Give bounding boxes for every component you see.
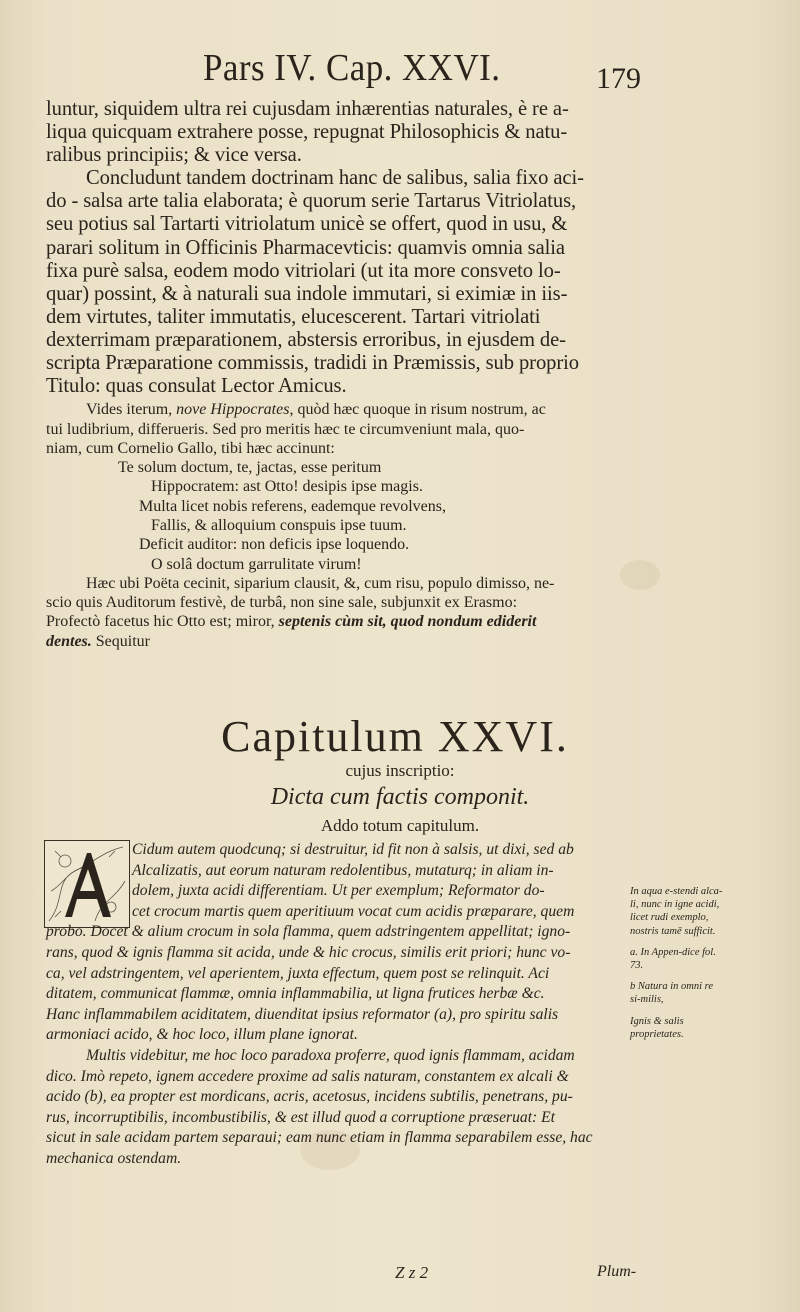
text-line: do - salsa arte talia elaborata; è quorum serie Tartarus Vitriolatus, <box>46 190 577 213</box>
text-line: luntur, siquidem ultra rei cujusdam inhærentias naturales, è re a- <box>46 98 569 120</box>
text-line: seu potius sal Tartarti vitriolatum unicè se offert, quod in usu, & <box>46 213 568 236</box>
margin-note: a. In Appen-dice fol. 73. <box>630 946 716 972</box>
margin-notes <box>630 885 726 1049</box>
italic-fragment: dentes. <box>46 632 92 650</box>
text-fragment: Profectò facetus hic Otto est; miror, <box>46 613 275 631</box>
text-line: Concludunt tandem doctrinam hanc de salibus, salia fixo aci- <box>86 167 584 190</box>
main-text <box>46 98 674 651</box>
chapter-heading <box>0 711 800 762</box>
page-number: 179 <box>596 62 641 95</box>
italic-fragment: septenis cùm sit, quod nondum ediderit <box>278 613 537 631</box>
text-line: dexterrimam præparationem, abstersis erroribus, in ejusdem de- <box>46 328 566 351</box>
text-line: acido (b), ea propter est mordicans, acris, acetosus, incidens subtilis, penetrans, pu- <box>46 1088 573 1106</box>
verse-line: Deficit auditor: non deficis ipse loquendo. <box>139 536 410 554</box>
margin-note: Ignis & salis proprietates. <box>630 1015 684 1040</box>
text-line: cet crocum martis quem aperitiuum vocat cum acidis præparare, quem <box>132 902 575 920</box>
margin-note: b Natura in omni re si-milis, <box>630 981 714 1006</box>
italic-text-block <box>46 840 618 1170</box>
text-line: probo. Docet & alium crocum in sola flamma, quem adstringentem appellitat; igno- <box>46 923 571 941</box>
text-line: Hæc ubi Poëta cecinit, siparium clausit, &, cum risu, populo dimisso, ne- <box>86 574 555 592</box>
text-fragment: Sequitur <box>95 632 150 650</box>
text-line: dico. Imò repeto, ignem accedere proxime ad salis naturam, constantem ex alcali & <box>46 1067 569 1085</box>
text-line <box>46 612 674 631</box>
text-line: Titulo: quas consulat Lector Amicus. <box>46 375 347 398</box>
text-fragment: Vides iterum, <box>86 401 173 419</box>
text-line: fixa purè salsa, eodem modo vitriolari (ut ita more consveto lo- <box>46 259 561 282</box>
chapter-addendum: Addo totum capitulum. <box>320 816 480 835</box>
text-line: dolem, juxta acidi differentiam. Ut per exemplum; Reformator do- <box>132 882 545 900</box>
margin-note: In aqua e-stendi alca-li, nunc in igne acidi, licet rudi exemplo, nostris tamē sufficit. <box>630 886 723 937</box>
text-line: rans, quod & ignis flamma sit acida, unde & hic crocus, similis erit priori; hunc vo- <box>46 943 571 961</box>
text-line: Hanc inflammabilem aciditatem, diuenditat ipsius reformator (a), pro spiritu salis <box>46 1005 559 1023</box>
text-line: quar) possint, & à naturali sua indole immutari, si eximiæ in iis- <box>46 282 568 305</box>
text-line: ralibus principiis; & vice versa. <box>46 144 302 167</box>
verse-line: Multa licet nobis referens, eademque revolvens, <box>139 497 446 515</box>
text-line: scripta Præparatione commissis, tradidi in Præmissis, sub proprio <box>46 352 579 375</box>
text-line: liqua quicquam extrahere posse, repugnat Philosophicis & natu- <box>46 121 568 144</box>
paragraph-2 <box>46 167 674 398</box>
text-line: sicut in sale acidam partem separaui; eam nunc etiam in flamma separabilem esse, hac <box>46 1129 593 1147</box>
verse-line: O solâ doctum garrulitate virum! <box>151 555 362 573</box>
text-line: Cidum autem quodcunq; si destruitur, id fit non à salsis, ut dixi, sed ab <box>132 841 574 858</box>
text-line: ca, vel adstringentem, vel aperientem, juxta effectum, quem post se relinquit. Aci <box>46 964 550 982</box>
chapter-title: Capitulum XXVI. <box>221 712 569 761</box>
text-line: niam, cum Cornelio Gallo, tibi hæc accinunt: <box>46 439 335 457</box>
verse-line: Hippocratem: ast Otto! desipis ipse magis. <box>151 478 423 496</box>
paragraph-4 <box>46 574 674 651</box>
text-line: Alcalizatis, aut eorum naturam redolentibus, mutaturq; in aliam in- <box>132 861 554 879</box>
paragraph-1 <box>46 98 674 167</box>
text-line: parari solitum in Officinis Pharmacevticis: quamvis omnia salia <box>46 236 565 259</box>
chapter-subtitle: cujus inscriptio: <box>345 761 455 780</box>
text-fragment: , quòd hæc quoque in risum nostrum, ac <box>289 401 546 419</box>
text-line: rus, incorruptibilis, incombustibilis, & est illud quod a corruptione præseruat: Et <box>46 1108 555 1126</box>
verse-line: Te solum doctum, te, jactas, esse peritum <box>118 459 382 477</box>
catchword: Plum- <box>597 1263 637 1280</box>
paragraph-3 <box>46 400 674 458</box>
verse-line: Fallis, & alloquium conspuis ipse tuum. <box>151 517 407 534</box>
text-line: mechanica ostendam. <box>46 1149 182 1167</box>
italic-fragment: nove Hippocrates <box>176 401 290 419</box>
text-line: Multis videbitur, me hoc loco paradoxa proferre, quod ignis flammam, acidam <box>86 1046 575 1064</box>
signature-mark: Z z 2 <box>395 1263 429 1282</box>
text-line: tui ludibrium, differueris. Sed pro meritis hæc te circumveniunt mala, quo- <box>46 420 525 438</box>
running-title: Pars IV. Cap. XXVI. <box>203 47 501 89</box>
text-line: armoniaci acido, & hoc loco, illum plane ignorat. <box>46 1026 358 1044</box>
chapter-motto: Dicta cum factis componit. <box>270 784 530 810</box>
text-line <box>46 632 674 651</box>
running-header <box>0 46 800 96</box>
verse <box>46 458 674 574</box>
text-line: dem virtutes, taliter immutatis, elucescerent. Tartari vitriolati <box>46 305 541 328</box>
text-line <box>46 400 674 419</box>
text-line: scio quis Auditorum festivè, de turbâ, non sine sale, subjunxit ex Erasmo: <box>46 594 518 612</box>
text-line: ditatem, communicat flammæ, omnia inflammabilia, ut ligna frutices herbæ &c. <box>46 985 545 1003</box>
